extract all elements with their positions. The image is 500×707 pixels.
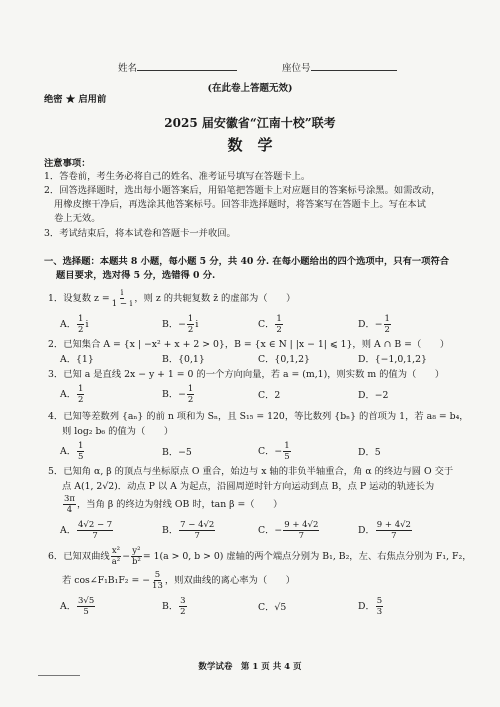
question-4-stem-2: 则 log₂ b₆ 的值为（ ） [62, 426, 174, 437]
question-3-stem: 3．已知 a 是直线 2x − y + 1 = 0 的一个方向向量，若 a = (m,1)，则实数 m 的值为（ ） [48, 369, 445, 380]
q6-option-a: A． $\frac{3√5}{5}$ [60, 596, 95, 617]
q2-option-d: D．{−1,0,1,2} [358, 354, 427, 365]
section-heading: 一、选择题：本题共 8 小题，每小题 5 分，共 40 分. 在每小题给出的四个选项中，只有一项符合 [44, 256, 450, 267]
question-2-stem: 2．已知集合 A = {x | −x² + x + 2 > 0}，B = {x ∈ N | |x − 1| ⩽ 1}，则 A ∩ B =（ ） [48, 339, 450, 350]
question-5-line-3: $\frac{3\pi}{4}$ ，当角 β 的终边为射线 OB 时，tan β =（ ） [64, 494, 283, 515]
note-1: 1．答卷前，考生务必将自己的姓名、准考证号填写在答题卡上。 [44, 171, 311, 182]
q4-option-b: B．−5 [162, 447, 192, 458]
q1-option-a: A． $\frac{1}{2}$ i [60, 314, 89, 335]
q6-option-b: B． $\frac{3}{2}$ [162, 596, 186, 617]
subject-title: 数 学 [227, 136, 273, 154]
q1-option-b: B．− $\frac{1}{2}$ i [162, 314, 199, 335]
q5-option-d: D． $\frac{9 + 4√2}{7}$ [358, 520, 411, 541]
q3-option-d: D．−2 [358, 390, 389, 401]
q2-option-c: C．{0,1,2} [258, 354, 310, 365]
invalid-note: (在此卷上答题无效) [207, 83, 293, 94]
q2-option-b: B．{0,1} [162, 354, 205, 365]
q5-option-c: C．− $\frac{9 + 4√2}{7}$ [258, 520, 319, 541]
note-2a: 2．回答选择题时，选出每小题答案后，用铅笔把答题卡上对应题目的答案标号涂黑。如需改动， [44, 185, 441, 196]
q3-option-c: C．2 [258, 390, 281, 401]
note-3: 3．考试结束后，将本试卷和答题卡一并收回。 [44, 228, 236, 239]
name-field [118, 60, 237, 74]
q5-option-a: A． $\frac{4√2 - 7}{7}$ [60, 520, 113, 541]
page-footer: 数学试卷 第 1 页 共 4 页 [198, 662, 302, 672]
question-5-line-1: 5．已知角 α, β 的顶点与坐标原点 O 重合，始边与 x 轴的非负半轴重合，角 α 的终边与圆 O 交于 [48, 466, 454, 477]
q6-option-c: C．√5 [258, 602, 287, 613]
q3-option-a: A． $\frac{1}{2}$ [60, 384, 84, 405]
q1-option-d: D．− $\frac{1}{2}$ [358, 314, 390, 335]
q4-option-a: A． $\frac{1}{5}$ [60, 441, 84, 462]
seat-field [282, 60, 397, 74]
exam-title: 2025 届安徽省“江南十校”联考 [164, 116, 336, 130]
question-4-stem: 4．已知等差数列 {aₙ} 的前 n 项和为 Sₙ，且 S₁₅ = 120，等比数列 {bₙ} 的首项为 1，若 a₈ = b₄， [48, 411, 469, 422]
question-6-line-1: 6．已知双曲线 $\frac{\text{x²}}{\text{a²}}$ − $\frac{\text{y²}}{\text{b²}}$ = 1(a > 0, b > 0) 虚轴的两个端点分别为 B₁, B₂，左、右焦点分别为 F₁, F₂， [48, 546, 472, 567]
seat-blank [311, 60, 397, 71]
q4-option-c: C．− $\frac{1}{5}$ [258, 441, 290, 462]
secret-mark: 绝密 ★ 启用前 [44, 94, 107, 105]
note-2c: 卷上无效。 [54, 213, 101, 224]
q2-option-a: A．{1} [60, 354, 94, 365]
q4-option-d: D．5 [358, 447, 381, 458]
question-6-line-2: 若 cos∠F₁B₁F₂ = − $\frac{5}{13}$ ，则双曲线的离心率为（ ） [62, 570, 296, 591]
name-label: 姓名 [118, 63, 138, 74]
section-heading-2: 题目要求，选对得 5 分，选错得 0 分. [56, 270, 216, 281]
q3-option-b: B．− $\frac{1}{2}$ [162, 384, 194, 405]
q5-option-b: B． $\frac{7 - 4√2}{7}$ [162, 520, 215, 541]
note-2b: 用橡皮擦干净后，再选涂其他答案标号。回答非选择题时，将答案写在答题卡上。写在本试 [54, 199, 426, 210]
footer-rule [38, 675, 80, 676]
q6-option-d: D． $\frac{5}{3}$ [358, 596, 383, 617]
q1-option-c: C． $\frac{1}{2}$ [258, 314, 282, 335]
q1-fraction: $\frac{i}{1 - i}$ [111, 288, 133, 309]
notes-heading: 注意事项： [44, 158, 91, 169]
seat-label: 座位号 [282, 63, 311, 74]
question-5-line-2: 点 A(1, 2√2)．动点 P 以 A 为起点，沿圆周逆时针方向运动到点 B，点 P 运动的轨迹长为 [62, 481, 435, 492]
name-blank [137, 60, 237, 71]
question-1-stem: 1．设复数 z = $\frac{i}{1 - i}$ ，则 z 的共轭复数 z̄ 的虚部为（ ） [48, 288, 296, 309]
